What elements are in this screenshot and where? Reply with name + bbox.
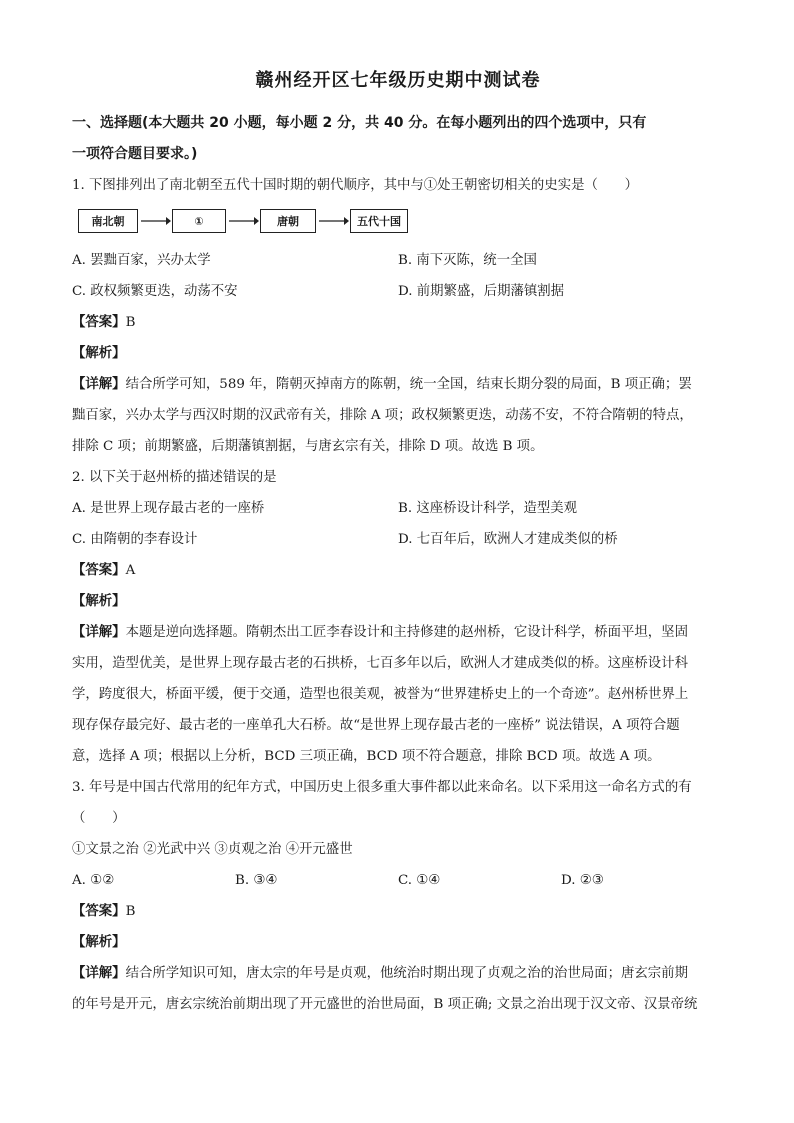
analysis-line [72, 586, 724, 617]
question-2-stem: 2. 以下关于赵州桥的描述错误的是 [72, 470, 277, 485]
detail-line: 学，跨度很大，桥面平缓，便于交通，造型也很美观，被誉为“世界建桥史上的一个奇迹”。赵州桥世界上 [72, 687, 689, 702]
question-3 [72, 772, 724, 1020]
analysis-tag: 【解析】 [72, 935, 126, 950]
analysis-tag: 【解析】 [72, 346, 126, 361]
answer-line [72, 555, 724, 586]
flow-box-3: 唐朝 [260, 209, 316, 233]
question-3-options [72, 865, 724, 896]
question-3-stem: 3. 年号是中国古代常用的纪年方式，中国历史上很多重大事件都以此来命名。以下采用这一命名方式的有 [72, 780, 692, 795]
detail-line: 实用，造型优美，是世界上现存最古老的石拱桥，七百多年以后，欧洲人才建成类似的桥。这座桥设计科 [72, 656, 688, 671]
option-b: B. 南下灭陈，统一全国 [398, 253, 537, 268]
question-2-options [72, 493, 724, 555]
detail-line: 黜百家，兴办太学与西汉时期的汉武帝有关，排除 A 项；政权频繁更迭，动荡不安，不符合隋朝的特点， [72, 408, 693, 423]
detail-line: 意，选择 A 项；根据以上分析，BCD 三项正确，BCD 项不符合题意，排除 BCD 项。故选 A 项。 [72, 749, 661, 764]
answer-tag: 【答案】 [72, 904, 126, 919]
answer-tag: 【答案】 [72, 315, 126, 330]
detail-line: 【详解】结合所学知识可知，唐太宗的年号是贞观，他统治时期出现了贞观之治的治世局面；唐玄宗前期 [72, 966, 688, 981]
answer-value: B [125, 904, 136, 919]
question-1-stem: 1. 下图排列出了南北朝至五代十国时期的朝代顺序，其中与①处王朝密切相关的史实是（ ） [72, 178, 639, 193]
answer-value: B [125, 315, 136, 330]
detail-line: 【详解】本题是逆向选择题。隋朝杰出工匠李春设计和主持修建的赵州桥，它设计科学，桥面平坦，坚固 [72, 625, 688, 640]
analysis-line [72, 338, 724, 369]
question-1 [72, 170, 724, 462]
option-d: D. 前期繁盛，后期藩镇割据 [398, 284, 565, 299]
question-3-stem-bracket: （ ） [72, 811, 126, 826]
section-heading-line1: 一、选择题(本大题共 20 小题，每小题 2 分，共 40 分。在每小题列出的四个选项中，只有 [72, 115, 647, 131]
section-heading-line2: 一项符合题目要求。) [72, 146, 198, 162]
answer-line [72, 896, 724, 927]
option-c: C. 政权频繁更迭，动荡不安 [72, 284, 238, 299]
option-c: C. 由隋朝的李春设计 [72, 532, 198, 547]
arrow-right-icon [316, 209, 350, 233]
option-d: D. 七百年后，欧洲人才建成类似的桥 [398, 532, 618, 547]
detail-line: 【详解】结合所学可知，589 年，隋朝灭掉南方的陈朝，统一全国，结束长期分裂的局面，B 项正确；罢 [72, 377, 692, 392]
option-a: A. ①② [72, 873, 115, 888]
question-1-options [72, 245, 724, 307]
flow-box-4: 五代十国 [350, 209, 408, 233]
arrow-right-icon [138, 209, 172, 233]
analysis-line [72, 927, 724, 958]
detail-line: 现存保存最完好、最古老的一座单孔大石桥。故“是世界上现存最古老的一座桥” 说法错误，A 项符合题 [72, 718, 680, 733]
option-b: B. ③④ [235, 873, 278, 888]
dynasty-flow-diagram [78, 203, 724, 239]
option-d: D. ②③ [561, 873, 604, 888]
question-2 [72, 462, 724, 772]
page-title: 赣州经开区七年级历史期中测试卷 [255, 70, 541, 91]
answer-line [72, 307, 724, 338]
section-heading [72, 108, 724, 170]
flow-box-1: 南北朝 [78, 209, 138, 233]
detail-tag: 【详解】 [72, 966, 126, 981]
option-a: A. 是世界上现存最古老的一座桥 [72, 501, 265, 516]
detail-tag: 【详解】 [72, 377, 126, 392]
answer-value: A [125, 563, 136, 578]
arrow-right-icon [226, 209, 260, 233]
flow-box-2: ① [172, 209, 226, 233]
detail-tag: 【详解】 [72, 625, 126, 640]
answer-tag: 【答案】 [72, 563, 126, 578]
question-3-items: ①文景之治 ②光武中兴 ③贞观之治 ④开元盛世 [72, 842, 353, 857]
detail-line: 的年号是开元，唐玄宗统治前期出现了开元盛世的治世局面，B 项正确; 文景之治出现于汉文帝、汉景帝统 [72, 997, 698, 1012]
detail-line: 排除 C 项；前期繁盛，后期藩镇割据，与唐玄宗有关，排除 D 项。故选 B 项。 [72, 439, 544, 454]
option-a: A. 罢黜百家，兴办太学 [72, 253, 211, 268]
analysis-tag: 【解析】 [72, 594, 126, 609]
document-page [72, 60, 724, 1020]
option-c: C. ①④ [398, 873, 441, 888]
option-b: B. 这座桥设计科学，造型美观 [398, 501, 578, 516]
